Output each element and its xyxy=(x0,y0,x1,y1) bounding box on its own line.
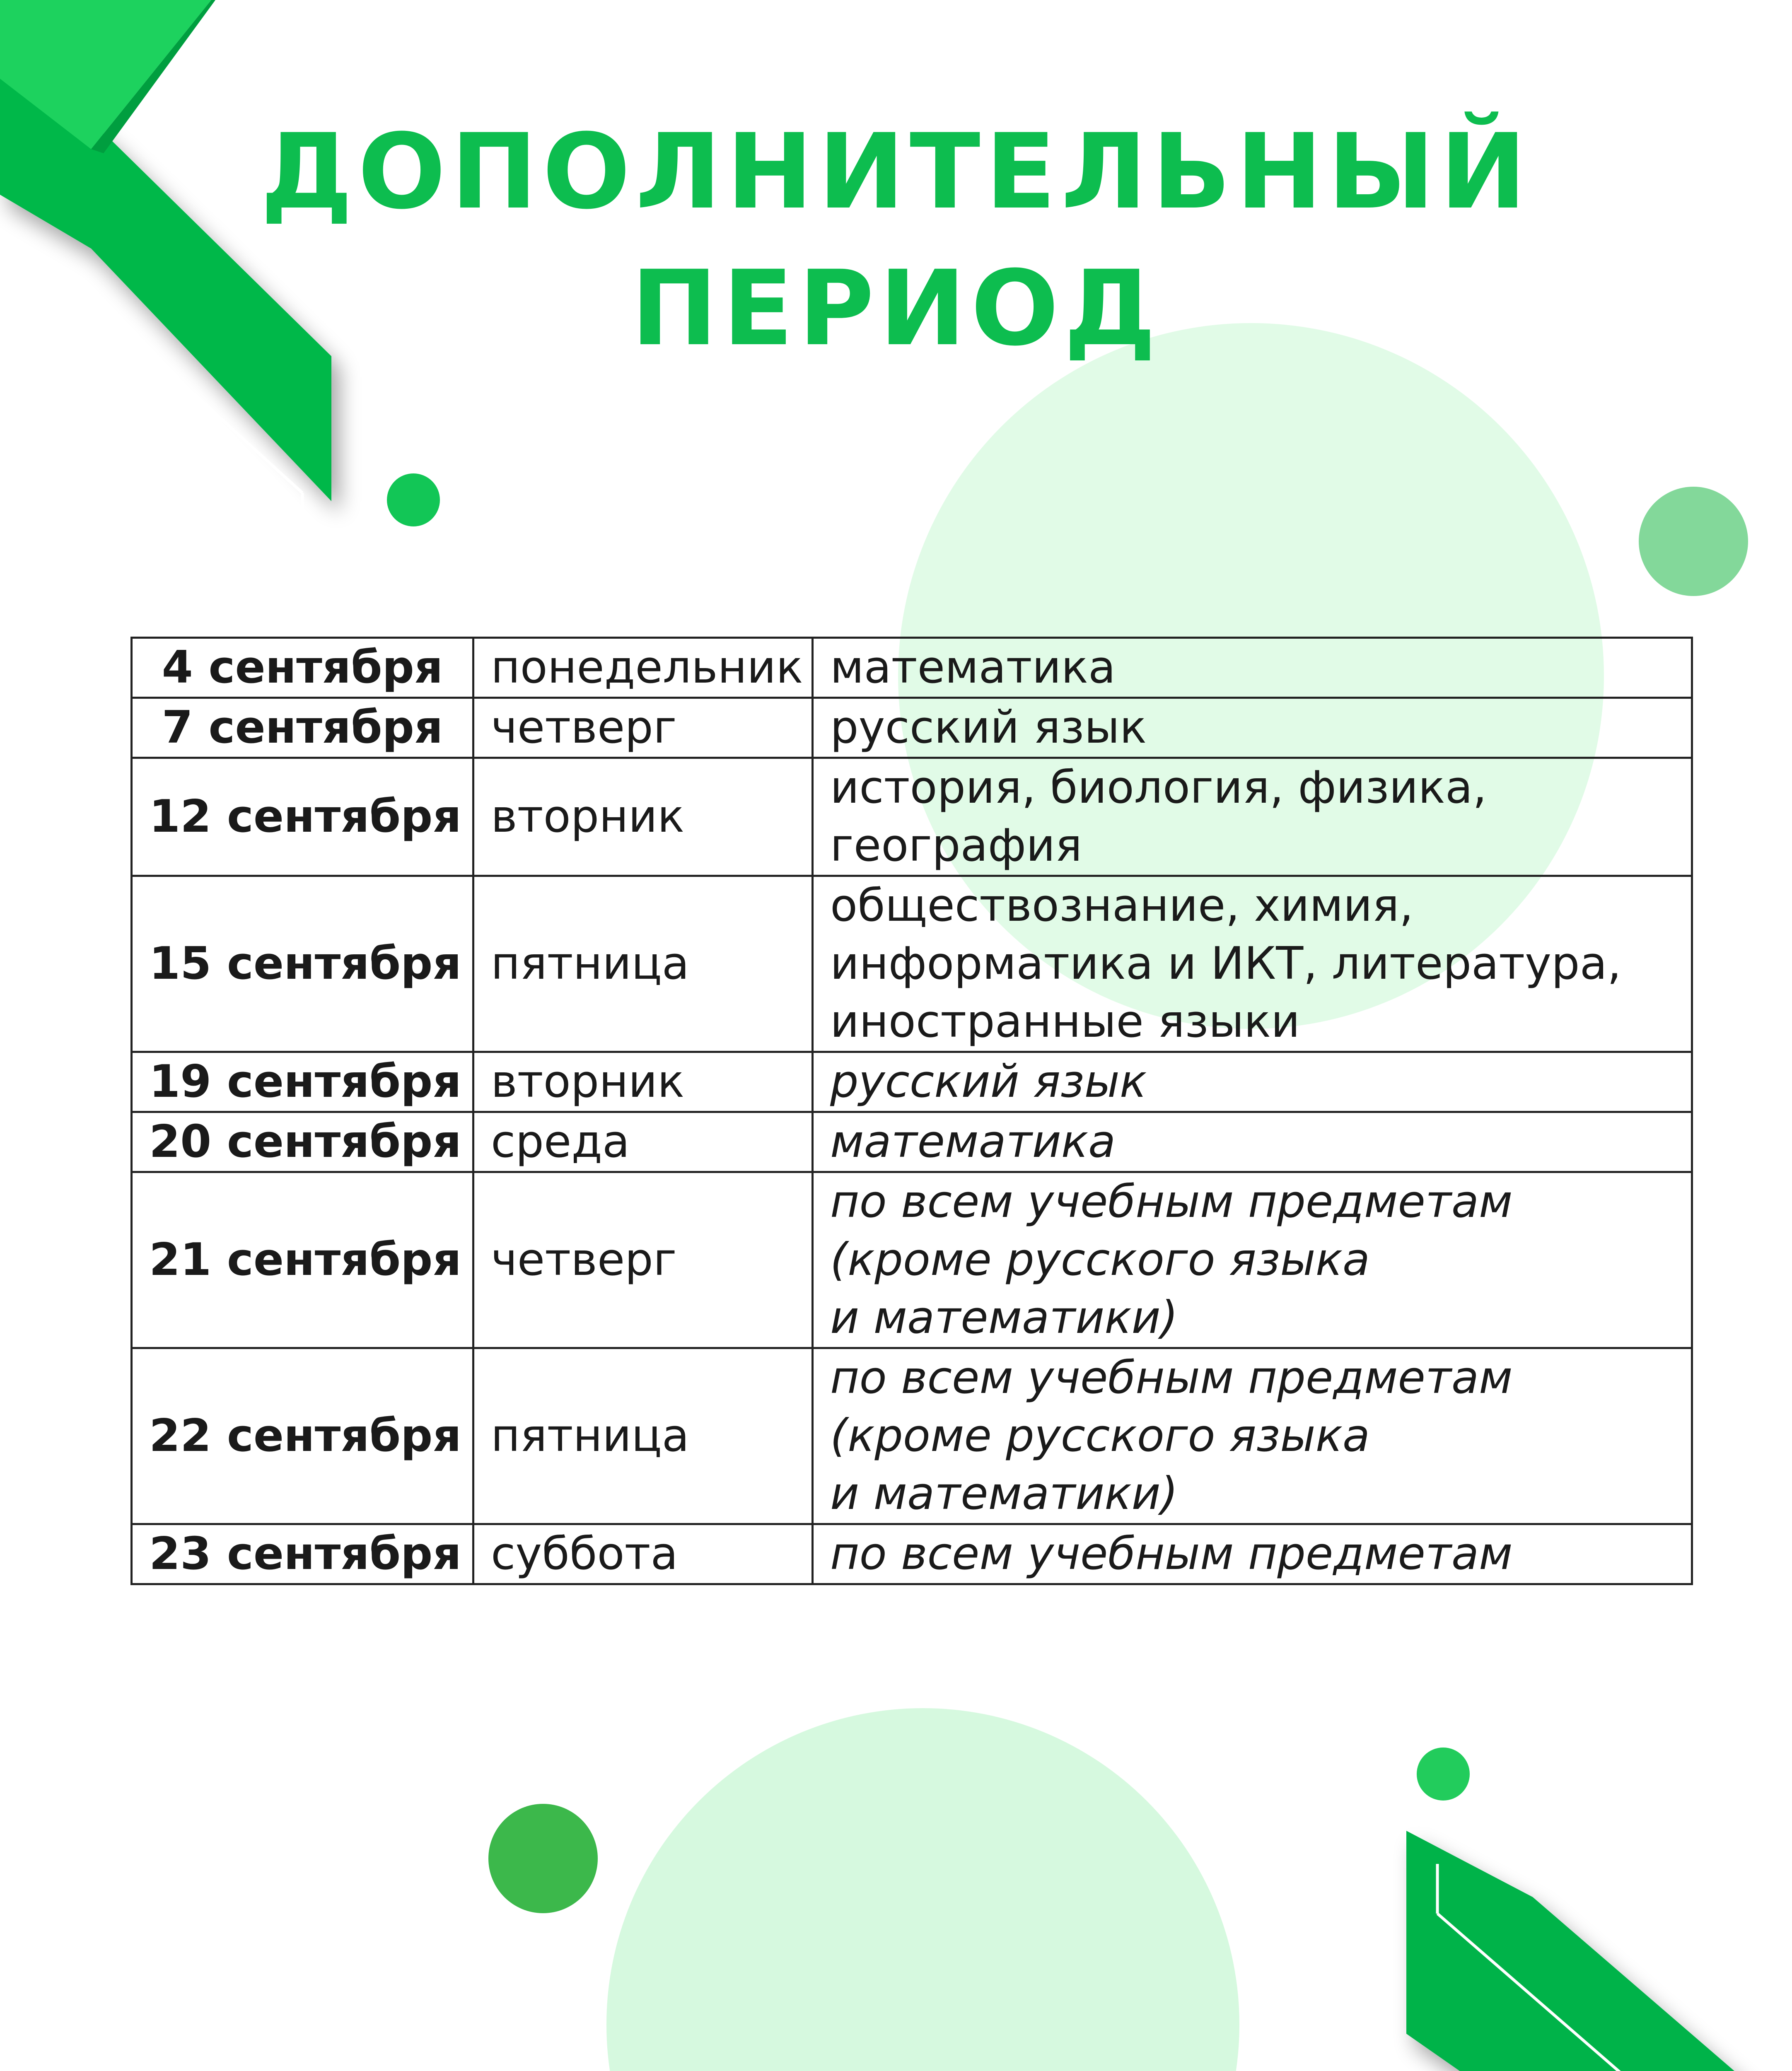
subject-cell xyxy=(813,1112,1692,1172)
subject-cell xyxy=(813,876,1692,1052)
bottom-right-stripe-back xyxy=(1406,1831,1792,2071)
table-row xyxy=(132,876,1692,1052)
subject-cell xyxy=(813,1524,1692,1584)
subject-line: (кроме русского языка xyxy=(830,1410,1370,1462)
table-row xyxy=(132,1112,1692,1172)
small-circle-top-left xyxy=(387,473,440,526)
title-line-2: ПЕРИОД xyxy=(631,248,1161,369)
subject-line: и математики) xyxy=(830,1292,1178,1344)
subject-line: математика xyxy=(830,642,1116,693)
subject-line: иностранные языки xyxy=(830,996,1300,1048)
date-cell: 4 сентября xyxy=(132,638,473,698)
subject-cell xyxy=(813,698,1692,758)
table-row xyxy=(132,698,1692,758)
date-cell: 22 сентября xyxy=(132,1348,473,1524)
medium-circle-bottom-left xyxy=(488,1804,598,1913)
subject-cell xyxy=(813,1052,1692,1112)
schedule-table xyxy=(130,637,1693,1585)
subject-cell xyxy=(813,758,1692,876)
title-line-1: ДОПОЛНИТЕЛЬНЫЙ xyxy=(260,111,1532,232)
subject-line: по всем учебным предметам xyxy=(830,1528,1513,1580)
subject-line: по всем учебным предметам xyxy=(830,1352,1513,1404)
weekday-cell: пятница xyxy=(473,1348,813,1524)
table-row xyxy=(132,1348,1692,1524)
subject-line: русский язык xyxy=(830,1056,1147,1108)
subject-line: и математики) xyxy=(830,1468,1178,1520)
subject-line: география xyxy=(830,820,1082,871)
medium-circle-top-right xyxy=(1639,487,1748,596)
subject-cell xyxy=(813,1172,1692,1348)
date-cell: 21 сентября xyxy=(132,1172,473,1348)
date-cell: 12 сентября xyxy=(132,758,473,876)
subject-line: информатика и ИКТ, литература, xyxy=(830,938,1622,990)
weekday-cell: пятница xyxy=(473,876,813,1052)
page-title xyxy=(0,104,1792,377)
subject-line: математика xyxy=(830,1116,1116,1168)
subject-cell xyxy=(813,1348,1692,1524)
weekday-cell: четверг xyxy=(473,698,813,758)
date-cell: 19 сентября xyxy=(132,1052,473,1112)
weekday-cell: понедельник xyxy=(473,638,813,698)
date-cell: 23 сентября xyxy=(132,1524,473,1584)
date-cell: 7 сентября xyxy=(132,698,473,758)
weekday-cell: четверг xyxy=(473,1172,813,1348)
table-row xyxy=(132,758,1692,876)
subject-cell xyxy=(813,638,1692,698)
date-cell: 15 сентября xyxy=(132,876,473,1052)
table-row xyxy=(132,1524,1692,1584)
weekday-cell: суббота xyxy=(473,1524,813,1584)
subject-line: история, биология, физика, xyxy=(830,762,1487,813)
date-cell: 20 сентября xyxy=(132,1112,473,1172)
weekday-cell: вторник xyxy=(473,1052,813,1112)
subject-line: (кроме русского языка xyxy=(830,1234,1370,1286)
table-row xyxy=(132,1052,1692,1112)
small-circle-bottom-right xyxy=(1417,1748,1470,1801)
subject-line: по всем учебным предметам xyxy=(830,1176,1513,1228)
subject-line: обществознание, химия, xyxy=(830,880,1414,932)
weekday-cell: среда xyxy=(473,1112,813,1172)
table-row xyxy=(132,1172,1692,1348)
table-row xyxy=(132,638,1692,698)
pale-circle-large-bottom xyxy=(606,1708,1239,2071)
weekday-cell: вторник xyxy=(473,758,813,876)
subject-line: русский язык xyxy=(830,702,1147,753)
